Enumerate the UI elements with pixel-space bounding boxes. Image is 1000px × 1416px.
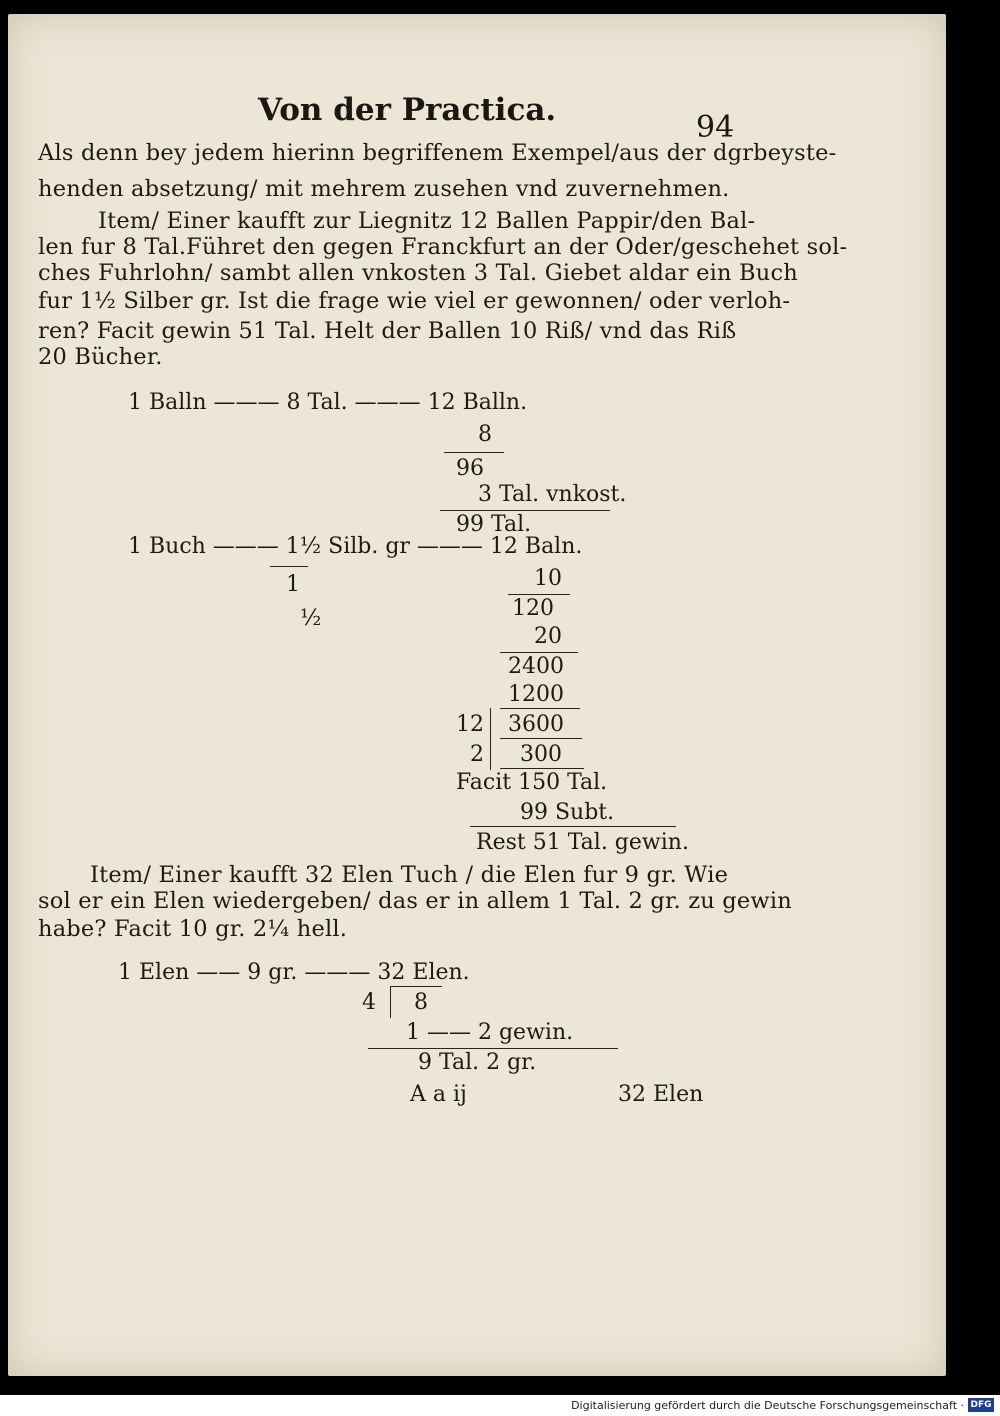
text-line: habe? Facit 10 gr. 2¼ hell. (38, 916, 348, 942)
text-line: fur 1½ Silber gr. Ist die frage wie viel er gewonnen/ oder verloh- (38, 288, 791, 314)
calc-value: 96 (456, 456, 484, 481)
text-line: 20 Bücher. (38, 344, 163, 370)
text-line: henden absetzung/ mit mehrem zusehen vnd zuvernehmen. (38, 176, 730, 202)
calc-rule (508, 594, 570, 595)
calc-value: 1 —— 2 gewin. (406, 1020, 574, 1045)
calc-value: 300 (520, 742, 562, 767)
calc-value: ½ (300, 606, 322, 631)
text-line: ches Fuhrlohn/ sambt allen vnkosten 3 Tal. Giebet aldar ein Buch (38, 260, 798, 286)
calc-value: 20 (534, 624, 562, 649)
catchword: 32 Elen (618, 1082, 704, 1107)
page-number: 94 (696, 110, 735, 145)
divisor: 2 (470, 742, 484, 767)
divisor: 12 (456, 712, 484, 737)
running-title: Von der Practica. (258, 92, 557, 128)
calc-rule (368, 1048, 618, 1049)
calc-value: 8 (478, 422, 492, 447)
calc-value: 8 (414, 990, 428, 1015)
calc-value: 99 Tal. (456, 512, 532, 537)
calc-facit: Facit 150 Tal. (456, 770, 608, 795)
calc-value: 2400 (508, 654, 564, 679)
text-line: ren? Facit gewin 51 Tal. Helt der Ballen 10 Riß/ vnd das Riß (38, 318, 737, 344)
text-line: sol er ein Elen wiedergeben/ das er in allem 1 Tal. 2 gr. zu gewin (38, 888, 792, 914)
text-line: Item/ Einer kaufft 32 Elen Tuch / die Elen fur 9 gr. Wie (90, 862, 729, 888)
calc-rule (500, 738, 582, 739)
calc-rule (390, 986, 442, 987)
calc-line: 1 Elen —— 9 gr. ——— 32 Elen. (118, 960, 470, 985)
text-line: Als denn bey jedem hierinn begriffenem Exempel/aus der dgrbeyste- (38, 140, 837, 166)
calc-value: 3 Tal. vnkost. (478, 482, 627, 507)
calc-value: 1 (286, 572, 300, 597)
calc-value: 120 (512, 596, 554, 621)
calc-rule (500, 652, 578, 653)
dfg-logo-icon: DFG (968, 1398, 994, 1412)
calc-value: 99 Subt. (520, 800, 615, 825)
division-bar (390, 986, 391, 1018)
calc-line: 1 Balln ——— 8 Tal. ——— 12 Balln. (128, 390, 528, 415)
footer-bar (0, 1395, 1000, 1416)
calc-line: 1 Buch ——— 1½ Silb. gr ——— 12 Baln. (128, 534, 583, 559)
calc-rule (470, 826, 676, 827)
divisor: 4 (362, 990, 376, 1015)
calc-rule (270, 566, 308, 567)
calc-rule (500, 708, 580, 709)
calc-value: 3600 (508, 712, 564, 737)
division-bar (490, 708, 491, 770)
calc-value: 1200 (508, 682, 564, 707)
calc-rule (440, 510, 610, 511)
text-line: Item/ Einer kaufft zur Liegnitz 12 Ballen Pappir/den Bal- (98, 208, 756, 234)
calc-value: 10 (534, 566, 562, 591)
calc-rest: Rest 51 Tal. gewin. (476, 830, 689, 855)
calc-value: 9 Tal. 2 gr. (418, 1050, 537, 1075)
signature-mark: A a ij (410, 1082, 467, 1107)
calc-rule (500, 768, 584, 769)
calc-rule (444, 452, 504, 453)
text-line: len fur 8 Tal.Führet den gegen Franckfurt an der Oder/geschehet sol- (38, 234, 848, 260)
funding-notice: Digitalisierung gefördert durch die Deutsche Forschungsgemeinschaft · (571, 1399, 964, 1412)
